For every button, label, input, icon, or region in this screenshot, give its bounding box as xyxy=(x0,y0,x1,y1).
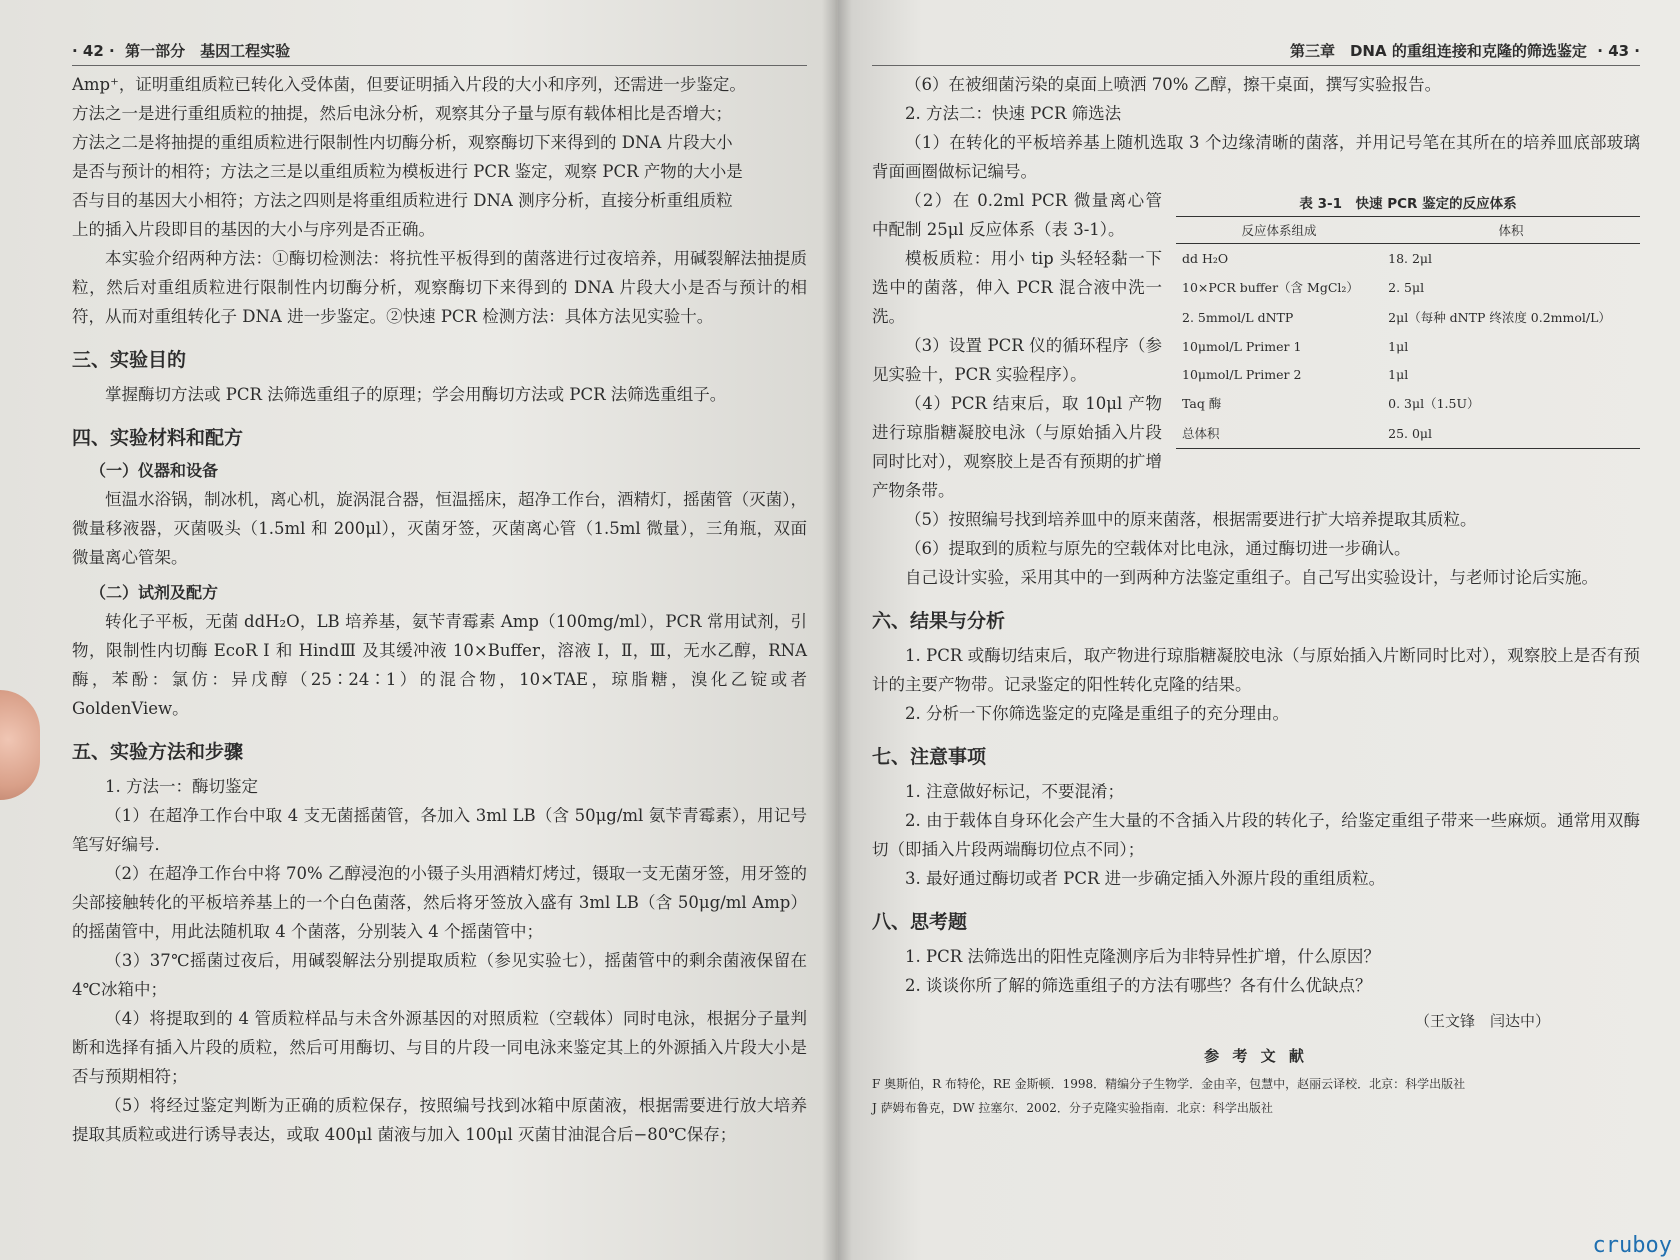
table-wrap-region xyxy=(872,186,1640,505)
method1-step: （2）在超净工作台中将 70% 乙醇浸泡的小镊子头用酒精灯烤过，镊取一支无菌牙签，用牙签的尖部接触转化的平板培养基上的一个白色菌落，然后将牙签放入盛有 3ml LB（含 50μg/ml Amp）的摇菌管中，用此法随机取 4 个菌落，分别装入 4 个摇菌管中； xyxy=(72,864,807,941)
left-page xyxy=(0,0,835,1260)
heading-notes: 七、注意事项 xyxy=(872,746,987,768)
table-row xyxy=(1176,244,1640,273)
watermark-text: cruboy xyxy=(1592,1233,1672,1258)
note-item: 2. 由于载体自身环化会产生大量的不含插入片段的转化子，给鉴定重组子带来一些麻烦。通常用双酶切（即插入片段两端酶切位点不同）； xyxy=(872,811,1640,859)
method2-step1: （1）在转化的平板培养基上随机选取 3 个边缘清晰的菌落，并用记号笔在其所在的培养皿底部玻璃背面画圈做标记编号。 xyxy=(872,133,1640,181)
method2-step4: （4）PCR 结束后，取 10μl 产物进行琼脂糖凝胶电泳（与原始插入片段同时比对），观察胶上是否有预期的扩增产物条带。 xyxy=(872,394,1162,500)
table-cell-component: 总体积 xyxy=(1182,426,1220,441)
method2-step2: （2）在 0.2ml PCR 微量离心管中配制 25μl 反应体系（表 3-1）。 xyxy=(872,191,1162,239)
right-page-number: · 43 · xyxy=(1597,42,1640,60)
intro-line: 上的插入片段即目的基因的大小与序列是否正确。 xyxy=(72,220,435,239)
method1-title: 1. 方法一：酶切鉴定 xyxy=(105,777,258,796)
instruments-text: 恒温水浴锅，制冰机，离心机，旋涡混合器，恒温摇床，超净工作台，酒精灯，摇菌管（灭菌），微量移液器，灭菌吸头（1.5ml 和 200μl），灭菌牙签，灭菌离心管（1.5ml 微量），三角瓶，双面微量离心管架。 xyxy=(72,490,807,567)
table-cell-component: dd H₂O xyxy=(1182,250,1229,266)
table-cell-component: Taq 酶 xyxy=(1182,396,1222,411)
result-item: 2. 分析一下你筛选鉴定的克隆是重组子的充分理由。 xyxy=(905,704,1289,723)
finger-thumb xyxy=(0,690,40,800)
reference-item: F 奥斯伯，R 布特伦，RE 金斯顿．1998．精编分子生物学．金由辛，包慧中，赵丽云译校．北京：科学出版社 xyxy=(872,1077,1466,1091)
table-cell-component: 10μmol/L Primer 2 xyxy=(1182,366,1302,382)
intro-line: 否与目的基因大小相符；方法之四则是将重组质粒进行 DNA 测序分析，直接分析重组质粒 xyxy=(72,191,733,210)
heading-materials: 四、实验材料和配方 xyxy=(72,427,244,449)
method1-step: （5）将经过鉴定判断为正确的质粒保存，按照编号找到冰箱中原菌液，根据需要进行放大培养提取其质粒或进行诱导表达，或取 400μl 菌液与加入 100μl 灭菌甘油混合后−80℃保存； xyxy=(72,1096,807,1144)
table-cell-volume: 2μl（每种 dNTP 终浓度 0.2mmol/L） xyxy=(1388,310,1611,325)
table-cell-volume: 2. 5μl xyxy=(1388,279,1425,295)
left-running-header xyxy=(72,40,807,66)
method2-title: 2. 方法二：快速 PCR 筛选法 xyxy=(905,104,1122,123)
right-page xyxy=(838,0,1680,1260)
table-row xyxy=(1176,332,1640,360)
table-cell-volume: 1μl xyxy=(1388,366,1409,382)
heading-questions: 八、思考题 xyxy=(872,911,968,933)
methods-overview: 本实验介绍两种方法：①酶切检测法：将抗性平板得到的菌落进行过夜培养，用碱裂解法抽提质粒，然后对重组质粒进行限制性内切酶分析，观察酶切下来得到的 DNA 片段大小是否与预计的相符，从而对重组转化子 DNA 进一步鉴定。②快速 PCR 检测方法：具体方法见实验十。 xyxy=(72,249,807,326)
method2-template: 模板质粒：用小 tip 头轻轻黏一下选中的菌落，伸入 PCR 混合液中洗一洗。 xyxy=(872,249,1162,326)
intro-line: 方法之二是将抽提的重组质粒进行限制性内切酶分析，观察酶切下来得到的 DNA 片段大小 xyxy=(72,133,733,152)
method2-step5: （5）按照编号找到培养皿中的原来菌落，根据需要进行扩大培养提取其质粒。 xyxy=(905,510,1477,529)
authors: （王文锋 闫达中） xyxy=(1414,1012,1550,1030)
right-running-header xyxy=(872,40,1640,66)
table-header-row xyxy=(1176,217,1640,244)
table-cell-volume: 18. 2μl xyxy=(1388,250,1433,266)
result-item: 1. PCR 或酶切结束后，取产物进行琼脂糖凝胶电泳（与原始插入片断同时比对），观察胶上是否有预计的主要产物带。记录鉴定的阳性转化克隆的结果。 xyxy=(872,646,1640,694)
question-item: 1. PCR 法筛选出的阳性克隆测序后为非特异性扩增，什么原因？ xyxy=(905,947,1380,966)
method2-step3: （3）设置 PCR 仪的循环程序（参见实验十，PCR 实验程序）。 xyxy=(872,336,1162,384)
reference-item: J 萨姆布鲁克，DW 拉塞尔．2002．分子克隆实验指南．北京：科学出版社 xyxy=(872,1101,1273,1115)
heading-reagents: （二）试剂及配方 xyxy=(90,583,219,602)
table-row xyxy=(1176,302,1640,332)
design-text: 自己设计实验，采用其中的一到两种方法鉴定重组子。自己写出实验设计，与老师讨论后实施。 xyxy=(905,568,1598,587)
table-row xyxy=(1176,360,1640,388)
wrapped-text xyxy=(872,186,1162,505)
table-cell-component: 10×PCR buffer（含 MgCl₂） xyxy=(1182,280,1359,295)
intro-line: Amp⁺，证明重组质粒已转化入受体菌，但要证明插入片段的大小和序列，还需进一步鉴定。 xyxy=(72,75,746,94)
method2-step6: （6）提取到的质粒与原先的空载体对比电泳，通过酶切进一步确认。 xyxy=(905,539,1411,558)
intro-line: 方法之一是进行重组质粒的抽提，然后电泳分析，观察其分子量与原有载体相比是否增大； xyxy=(72,104,732,123)
reaction-table xyxy=(1176,216,1640,449)
intro-paragraph xyxy=(72,70,807,244)
right-header-title: 第三章 DNA 的重组连接和克隆的筛选鉴定 xyxy=(1289,42,1587,60)
heading-purpose: 三、实验目的 xyxy=(72,349,187,371)
reaction-table-block xyxy=(1176,186,1640,505)
table-col-volume: 体积 xyxy=(1382,217,1640,244)
table-row xyxy=(1176,418,1640,449)
method1-step: （1）在超净工作台中取 4 支无菌摇菌管，各加入 3ml LB（含 50μg/ml 氨苄青霉素），用记号笔写好编号． xyxy=(72,806,807,854)
method1-step: （3）37℃摇菌过夜后，用碱裂解法分别提取质粒（参见实验七），摇菌管中的剩余菌液保留在 4℃冰箱中； xyxy=(72,951,807,999)
book-gutter xyxy=(822,0,852,1260)
table-title: 表 3-1 快速 PCR 鉴定的反应体系 xyxy=(1299,196,1517,212)
question-item: 2. 谈谈你所了解的筛选重组子的方法有哪些？各有什么优缺点？ xyxy=(905,976,1372,995)
method1-step: （4）将提取到的 4 管质粒样品与未含外源基因的对照质粒（空载体）同时电泳，根据分子量判断和选择有插入片段的质粒，然后可用酶切、与目的片段一同电泳来鉴定其上的外源插入片段大小是否与预期相符； xyxy=(72,1009,807,1086)
table-cell-volume: 1μl xyxy=(1388,338,1409,354)
note-item: 1. 注意做好标记，不要混淆； xyxy=(905,782,1124,801)
left-header-title: 第一部分 基因工程实验 xyxy=(125,42,291,60)
table-cell-component: 10μmol/L Primer 1 xyxy=(1182,338,1302,354)
table-row xyxy=(1176,388,1640,418)
heading-methods: 五、实验方法和步骤 xyxy=(72,741,244,763)
table-row xyxy=(1176,272,1640,302)
heading-results: 六、结果与分析 xyxy=(872,610,1006,632)
method1-step6: （6）在被细菌污染的桌面上喷洒 70% 乙醇，擦干桌面，撰写实验报告。 xyxy=(905,75,1442,94)
intro-line: 是否与预计的相符；方法之三是以重组质粒为模板进行 PCR 鉴定，观察 PCR 产物的大小是 xyxy=(72,162,743,181)
references-title: 参 考 文 献 xyxy=(1204,1047,1308,1065)
left-page-number: · 42 · xyxy=(72,42,115,60)
reagents-text: 转化子平板，无菌 ddH₂O，LB 培养基，氨苄青霉素 Amp（100mg/ml），PCR 常用试剂，引物，限制性内切酶 EcoR Ⅰ 和 HindⅢ 及其缓冲液 10×Buffer，溶液 Ⅰ，Ⅱ，Ⅲ，无水乙醇，RNA 酶，苯酚：氯仿：异戊醇（25∶24∶1）的混合物，10×TAE，琼脂糖，溴化乙锭或者 GoldenView。 xyxy=(72,612,807,718)
purpose-text: 掌握酶切方法或 PCR 法筛选重组子的原理；学会用酶切方法或 PCR 法筛选重组子。 xyxy=(105,385,727,404)
table-cell-volume: 25. 0μl xyxy=(1388,425,1433,441)
table-cell-component: 2. 5mmol/L dNTP xyxy=(1182,309,1294,325)
table-cell-volume: 0. 3μl（1.5U） xyxy=(1388,396,1480,411)
table-col-component: 反应体系组成 xyxy=(1176,217,1382,244)
note-item: 3. 最好通过酶切或者 PCR 进一步确定插入外源片段的重组质粒。 xyxy=(905,869,1386,888)
heading-instruments: （一）仪器和设备 xyxy=(90,461,219,480)
